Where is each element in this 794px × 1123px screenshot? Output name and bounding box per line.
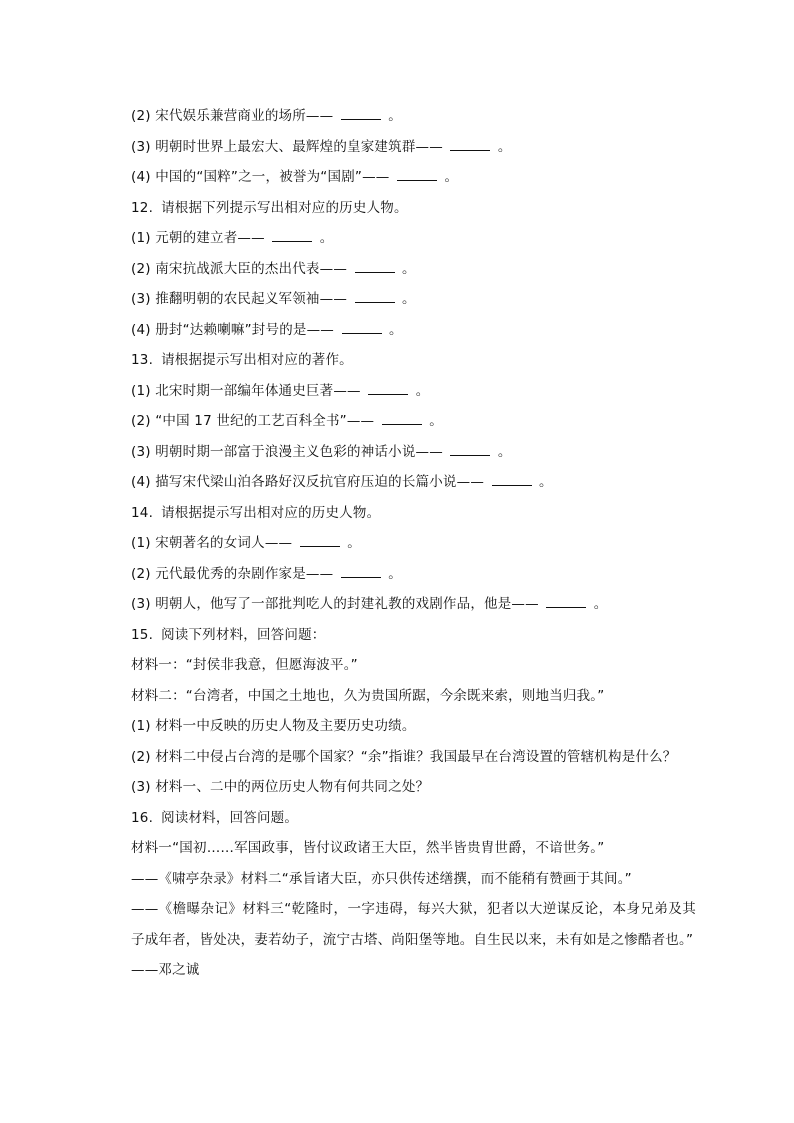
- q16-material-2: ——《啸亭杂录》材料二“承旨诸大臣，亦只供传述缮撰，而不能稍有赞画于其间。”: [131, 870, 632, 887]
- question-number: 15.: [131, 626, 154, 643]
- q12-item-2: (2) 南宋抗战派大臣的杰出代表—— 。: [131, 254, 696, 285]
- q11-item-3: (3) 明朝时世界上最宏大、最辉煌的皇家建筑群—— 。: [131, 132, 696, 163]
- q15-subquestion-2: (2) 材料二中侵占台湾的是哪个国家？“余”指谁？我国最早在台湾设置的管辖机构是什么？: [131, 748, 677, 765]
- answer-blank[interactable]: [450, 441, 490, 456]
- answer-blank[interactable]: [341, 105, 381, 120]
- q12-title: 12. 请根据下列提示写出相对应的历史人物。: [131, 193, 696, 224]
- answer-blank[interactable]: [492, 471, 532, 486]
- answer-blank[interactable]: [382, 410, 422, 425]
- page-content: [131, 101, 696, 986]
- q16-material-3: ——《檐曝杂记》材料三“乾隆时，一字违碍，每兴大狱，犯者以大逆谋反论，本身兄弟及其子成年者，皆处决，妻若幼子，流宁古塔、尚阳堡等地。自生民以来，未有如是之惨酷者也。”: [131, 901, 696, 948]
- question-number: 14.: [131, 504, 154, 521]
- answer-blank[interactable]: [355, 258, 395, 273]
- q14-item-3: (3) 明朝人，他写了一部批判吃人的封建礼教的戏剧作品，他是—— 。: [131, 589, 696, 620]
- answer-blank[interactable]: [342, 319, 382, 334]
- answer-blank[interactable]: [546, 593, 586, 608]
- answer-blank[interactable]: [272, 227, 312, 242]
- q11-item-4: (4) 中国的“国粹”之一，被誉为“国剧”—— 。: [131, 162, 696, 193]
- q13-item-2: (2) “中国 17 世纪的工艺百科全书”—— 。: [131, 406, 696, 437]
- q15-material-2: 材料二：“台湾者，中国之土地也，久为贵国所踞，今余既来索，则地当归我。”: [131, 687, 605, 704]
- q12-item-3: (3) 推翻明朝的农民起义军领袖—— 。: [131, 284, 696, 315]
- question-number: 13.: [131, 352, 154, 368]
- q13-item-1: (1) 北宋时期一部编年体通史巨著—— 。: [131, 376, 696, 407]
- answer-blank[interactable]: [368, 380, 408, 395]
- answer-blank[interactable]: [355, 288, 395, 303]
- answer-blank[interactable]: [300, 532, 340, 547]
- q13-item-3: (3) 明朝时期一部富于浪漫主义色彩的神话小说—— 。: [131, 437, 696, 468]
- answer-blank[interactable]: [341, 563, 381, 578]
- q14-item-2: (2) 元代最优秀的杂剧作家是—— 。: [131, 559, 696, 590]
- q14-title: 14. 请根据提示写出相对应的历史人物。: [131, 498, 696, 529]
- question-number: 12.: [131, 199, 154, 216]
- q11-item-2: (2) 宋代娱乐兼营商业的场所—— 。: [131, 101, 696, 132]
- q16-source: ——邓之诚: [131, 962, 200, 978]
- q15-title: 15. 阅读下列材料，回答问题：: [131, 620, 696, 651]
- q15-material-1: 材料一：“封侯非我意，但愿海波平。”: [131, 657, 358, 673]
- q16-material-1: 材料一“国初……军国政事，皆付议政诸王大臣，然半皆贵胄世爵，不谙世务。”: [131, 840, 605, 856]
- answer-blank[interactable]: [450, 136, 490, 151]
- answer-blank[interactable]: [397, 166, 437, 181]
- q13-item-4: (4) 描写宋代梁山泊各路好汉反抗官府压迫的长篇小说—— 。: [131, 467, 696, 498]
- q14-item-1: (1) 宋朝著名的女词人—— 。: [131, 528, 696, 559]
- q15-subquestion-3: (3) 材料一、二中的两位历史人物有何共同之处？: [131, 779, 430, 795]
- q12-item-4: (4) 册封“达赖喇嘛”封号的是—— 。: [131, 315, 696, 346]
- q16-title: 16. 阅读材料，回答问题。: [131, 803, 696, 834]
- q15-subquestion-1: (1) 材料一中反映的历史人物及主要历史功绩。: [131, 718, 416, 734]
- question-number: 16.: [131, 809, 154, 826]
- q13-title: 13. 请根据提示写出相对应的著作。: [131, 345, 696, 376]
- q12-item-1: (1) 元朝的建立者—— 。: [131, 223, 696, 254]
